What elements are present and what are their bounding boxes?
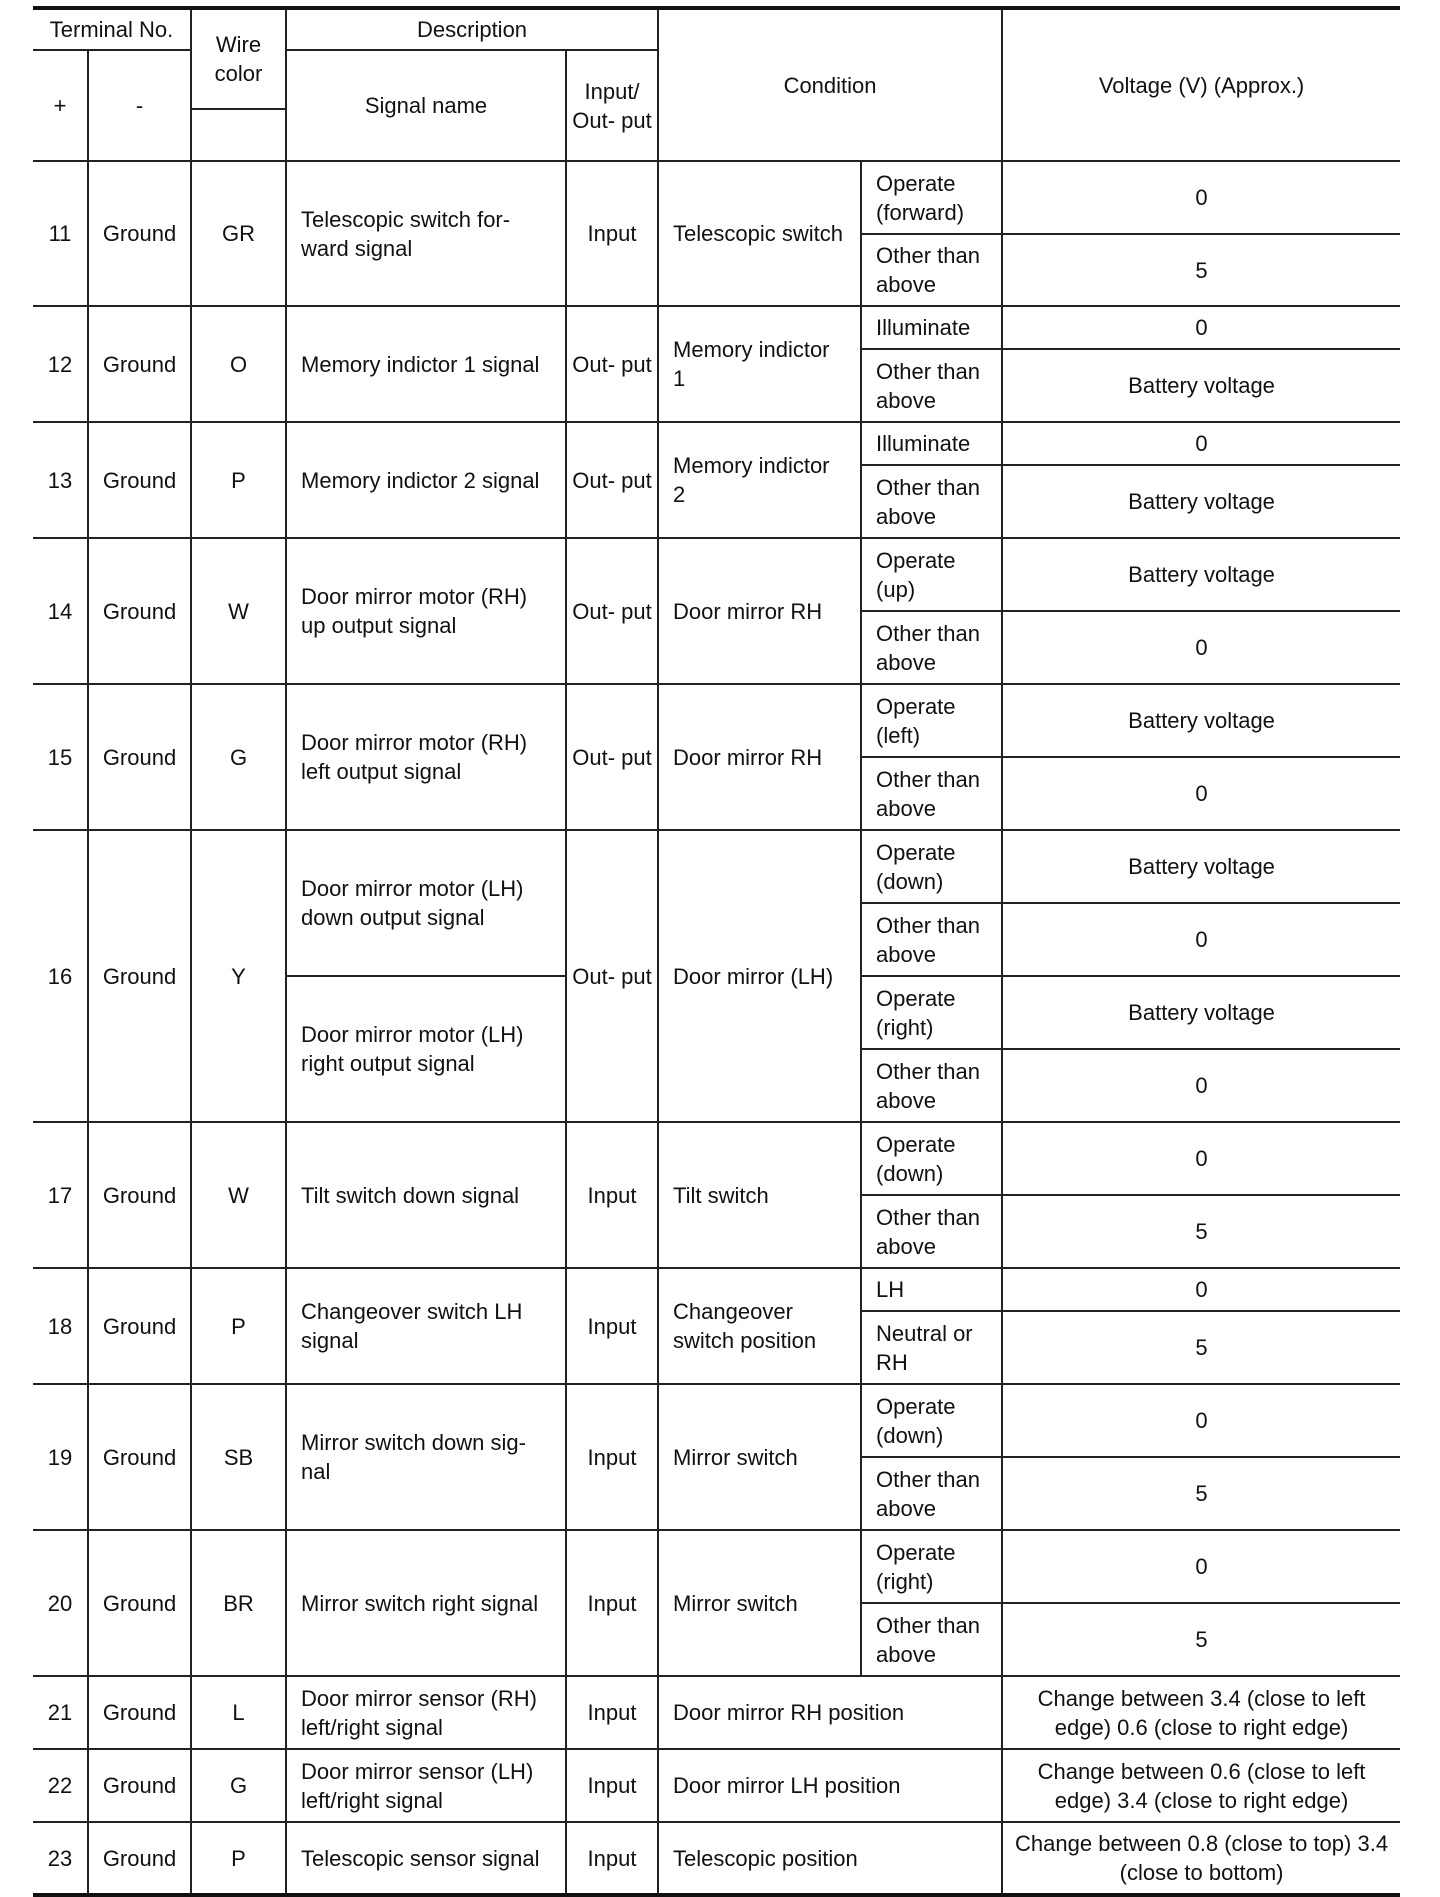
voltage-value: Battery voltage — [1002, 465, 1400, 538]
header-condition: Condition — [658, 8, 1002, 161]
voltage-value: 0 — [1002, 1049, 1400, 1122]
table-row — [33, 1822, 1400, 1895]
condition: Door mirror RH position — [658, 1676, 1002, 1749]
signal-name: Door mirror sensor (RH) left/right signal — [286, 1676, 566, 1749]
wire-color: G — [191, 1749, 286, 1822]
voltage-value: 0 — [1002, 1122, 1400, 1195]
input-output: Input — [566, 1268, 658, 1384]
terminal-plus: 17 — [33, 1122, 88, 1268]
table-row — [33, 1530, 1400, 1603]
voltage-value: 5 — [1002, 1195, 1400, 1268]
signal-name: Mirror switch right signal — [286, 1530, 566, 1676]
terminal-minus: Ground — [88, 830, 191, 1122]
signal-name: Telescopic sensor signal — [286, 1822, 566, 1895]
condition: Memory indictor 1 — [658, 306, 861, 422]
signal-name: Mirror switch down sig- nal — [286, 1384, 566, 1530]
signal-name: Door mirror motor (RH) left output signal — [286, 684, 566, 830]
signal-name: Door mirror motor (LH) down output signal — [286, 830, 566, 976]
voltage-value: 5 — [1002, 1457, 1400, 1530]
terminal-minus: Ground — [88, 684, 191, 830]
table-row — [33, 422, 1400, 465]
condition: Door mirror RH — [658, 684, 861, 830]
voltage-value: 0 — [1002, 611, 1400, 684]
terminal-plus: 20 — [33, 1530, 88, 1676]
voltage-value: 5 — [1002, 234, 1400, 306]
input-output: Input — [566, 1122, 658, 1268]
input-output: Out- put — [566, 830, 658, 1122]
condition-state: Operate (down) — [861, 1122, 1002, 1195]
voltage-value: 0 — [1002, 422, 1400, 465]
terminal-table — [33, 6, 1400, 1897]
condition-state: Operate (up) — [861, 538, 1002, 611]
wire-color: P — [191, 422, 286, 538]
condition-state: Other than above — [861, 1195, 1002, 1268]
condition: Telescopic position — [658, 1822, 1002, 1895]
header-description: Description — [286, 8, 658, 50]
input-output: Out- put — [566, 684, 658, 830]
table-row — [33, 1268, 1400, 1311]
terminal-minus: Ground — [88, 1530, 191, 1676]
condition: Tilt switch — [658, 1122, 861, 1268]
input-output: Input — [566, 1384, 658, 1530]
table-row — [33, 538, 1400, 611]
header-plus: + — [33, 50, 88, 161]
condition: Door mirror (LH) — [658, 830, 861, 1122]
condition-state: Operate (down) — [861, 1384, 1002, 1457]
voltage-value: 5 — [1002, 1311, 1400, 1384]
terminal-minus: Ground — [88, 306, 191, 422]
voltage-value: Change between 3.4 (close to left edge) 0.6 (close to right edge) — [1002, 1676, 1400, 1749]
voltage-value: 0 — [1002, 1268, 1400, 1311]
input-output: Input — [566, 1676, 658, 1749]
voltage-value: 5 — [1002, 1603, 1400, 1676]
input-output: Input — [566, 161, 658, 306]
table-row — [33, 1749, 1400, 1822]
condition-state: Other than above — [861, 1603, 1002, 1676]
signal-name: Door mirror motor (RH) up output signal — [286, 538, 566, 684]
header-wire-color: Wire color — [191, 8, 286, 109]
condition-state: Operate (forward) — [861, 161, 1002, 234]
input-output: Out- put — [566, 538, 658, 684]
voltage-value: Battery voltage — [1002, 830, 1400, 903]
signal-name: Memory indictor 2 signal — [286, 422, 566, 538]
signal-name: Tilt switch down signal — [286, 1122, 566, 1268]
terminal-minus: Ground — [88, 1122, 191, 1268]
table-row — [33, 1676, 1400, 1749]
header-signal-name: Signal name — [286, 50, 566, 161]
wire-color: L — [191, 1676, 286, 1749]
condition-state: Other than above — [861, 611, 1002, 684]
condition: Door mirror RH — [658, 538, 861, 684]
voltage-value: Battery voltage — [1002, 976, 1400, 1049]
voltage-value: 0 — [1002, 1530, 1400, 1603]
header-terminal-no: Terminal No. — [33, 8, 191, 50]
header-voltage: Voltage (V) (Approx.) — [1002, 8, 1400, 161]
table-row — [33, 306, 1400, 349]
condition: Mirror switch — [658, 1384, 861, 1530]
condition: Telescopic switch — [658, 161, 861, 306]
header-input-output: Input/ Out- put — [566, 50, 658, 161]
signal-name: Door mirror motor (LH) right output signal — [286, 976, 566, 1122]
terminal-plus: 21 — [33, 1676, 88, 1749]
table-body — [33, 161, 1400, 1895]
terminal-minus: Ground — [88, 538, 191, 684]
terminal-plus: 18 — [33, 1268, 88, 1384]
condition-state: Other than above — [861, 1049, 1002, 1122]
signal-name: Telescopic switch for- ward signal — [286, 161, 566, 306]
condition-state: Other than above — [861, 903, 1002, 976]
voltage-value: 0 — [1002, 306, 1400, 349]
terminal-plus: 22 — [33, 1749, 88, 1822]
wire-color: P — [191, 1268, 286, 1384]
voltage-value: 0 — [1002, 757, 1400, 830]
terminal-plus: 11 — [33, 161, 88, 306]
signal-name: Changeover switch LH signal — [286, 1268, 566, 1384]
terminal-plus: 23 — [33, 1822, 88, 1895]
condition: Memory indictor 2 — [658, 422, 861, 538]
input-output: Out- put — [566, 306, 658, 422]
condition-state: Operate (right) — [861, 1530, 1002, 1603]
condition-state: Operate (left) — [861, 684, 1002, 757]
condition: Door mirror LH position — [658, 1749, 1002, 1822]
wire-color: SB — [191, 1384, 286, 1530]
signal-name: Memory indictor 1 signal — [286, 306, 566, 422]
terminal-plus: 15 — [33, 684, 88, 830]
condition: Changeover switch position — [658, 1268, 861, 1384]
condition-state: Other than above — [861, 757, 1002, 830]
terminal-plus: 16 — [33, 830, 88, 1122]
condition-state: Operate (right) — [861, 976, 1002, 1049]
wire-color: BR — [191, 1530, 286, 1676]
terminal-plus: 12 — [33, 306, 88, 422]
voltage-value: 0 — [1002, 1384, 1400, 1457]
voltage-value: Battery voltage — [1002, 538, 1400, 611]
header-minus: - — [88, 50, 191, 161]
input-output: Input — [566, 1530, 658, 1676]
table-row — [33, 684, 1400, 757]
terminal-minus: Ground — [88, 1676, 191, 1749]
voltage-value: Change between 0.8 (close to top) 3.4 (close to bottom) — [1002, 1822, 1400, 1895]
input-output: Input — [566, 1822, 658, 1895]
terminal-minus: Ground — [88, 1384, 191, 1530]
voltage-value: 0 — [1002, 161, 1400, 234]
terminal-minus: Ground — [88, 1268, 191, 1384]
signal-name: Door mirror sensor (LH) left/right signal — [286, 1749, 566, 1822]
wire-color: W — [191, 1122, 286, 1268]
condition-state: Other than above — [861, 465, 1002, 538]
voltage-value: Change between 0.6 (close to left edge) 3.4 (close to right edge) — [1002, 1749, 1400, 1822]
wire-color: G — [191, 684, 286, 830]
condition: Mirror switch — [658, 1530, 861, 1676]
terminal-minus: Ground — [88, 1749, 191, 1822]
terminal-minus: Ground — [88, 422, 191, 538]
terminal-plus: 13 — [33, 422, 88, 538]
wire-color: P — [191, 1822, 286, 1895]
table-row — [33, 1384, 1400, 1457]
condition-state: Operate (down) — [861, 830, 1002, 903]
wire-color: O — [191, 306, 286, 422]
voltage-value: 0 — [1002, 903, 1400, 976]
table-row — [33, 161, 1400, 234]
terminal-plus: 14 — [33, 538, 88, 684]
voltage-value: Battery voltage — [1002, 349, 1400, 422]
condition-state: Neutral or RH — [861, 1311, 1002, 1384]
terminal-minus: Ground — [88, 161, 191, 306]
input-output: Input — [566, 1749, 658, 1822]
voltage-value: Battery voltage — [1002, 684, 1400, 757]
terminal-minus: Ground — [88, 1822, 191, 1895]
table-row — [33, 830, 1400, 903]
condition-state: Illuminate — [861, 306, 1002, 349]
terminal-plus: 19 — [33, 1384, 88, 1530]
condition-state: Other than above — [861, 234, 1002, 306]
condition-state: Other than above — [861, 1457, 1002, 1530]
condition-state: LH — [861, 1268, 1002, 1311]
wire-color: GR — [191, 161, 286, 306]
input-output: Out- put — [566, 422, 658, 538]
condition-state: Other than above — [861, 349, 1002, 422]
wire-color: Y — [191, 830, 286, 1122]
wire-color: W — [191, 538, 286, 684]
condition-state: Illuminate — [861, 422, 1002, 465]
table-row — [33, 1122, 1400, 1195]
